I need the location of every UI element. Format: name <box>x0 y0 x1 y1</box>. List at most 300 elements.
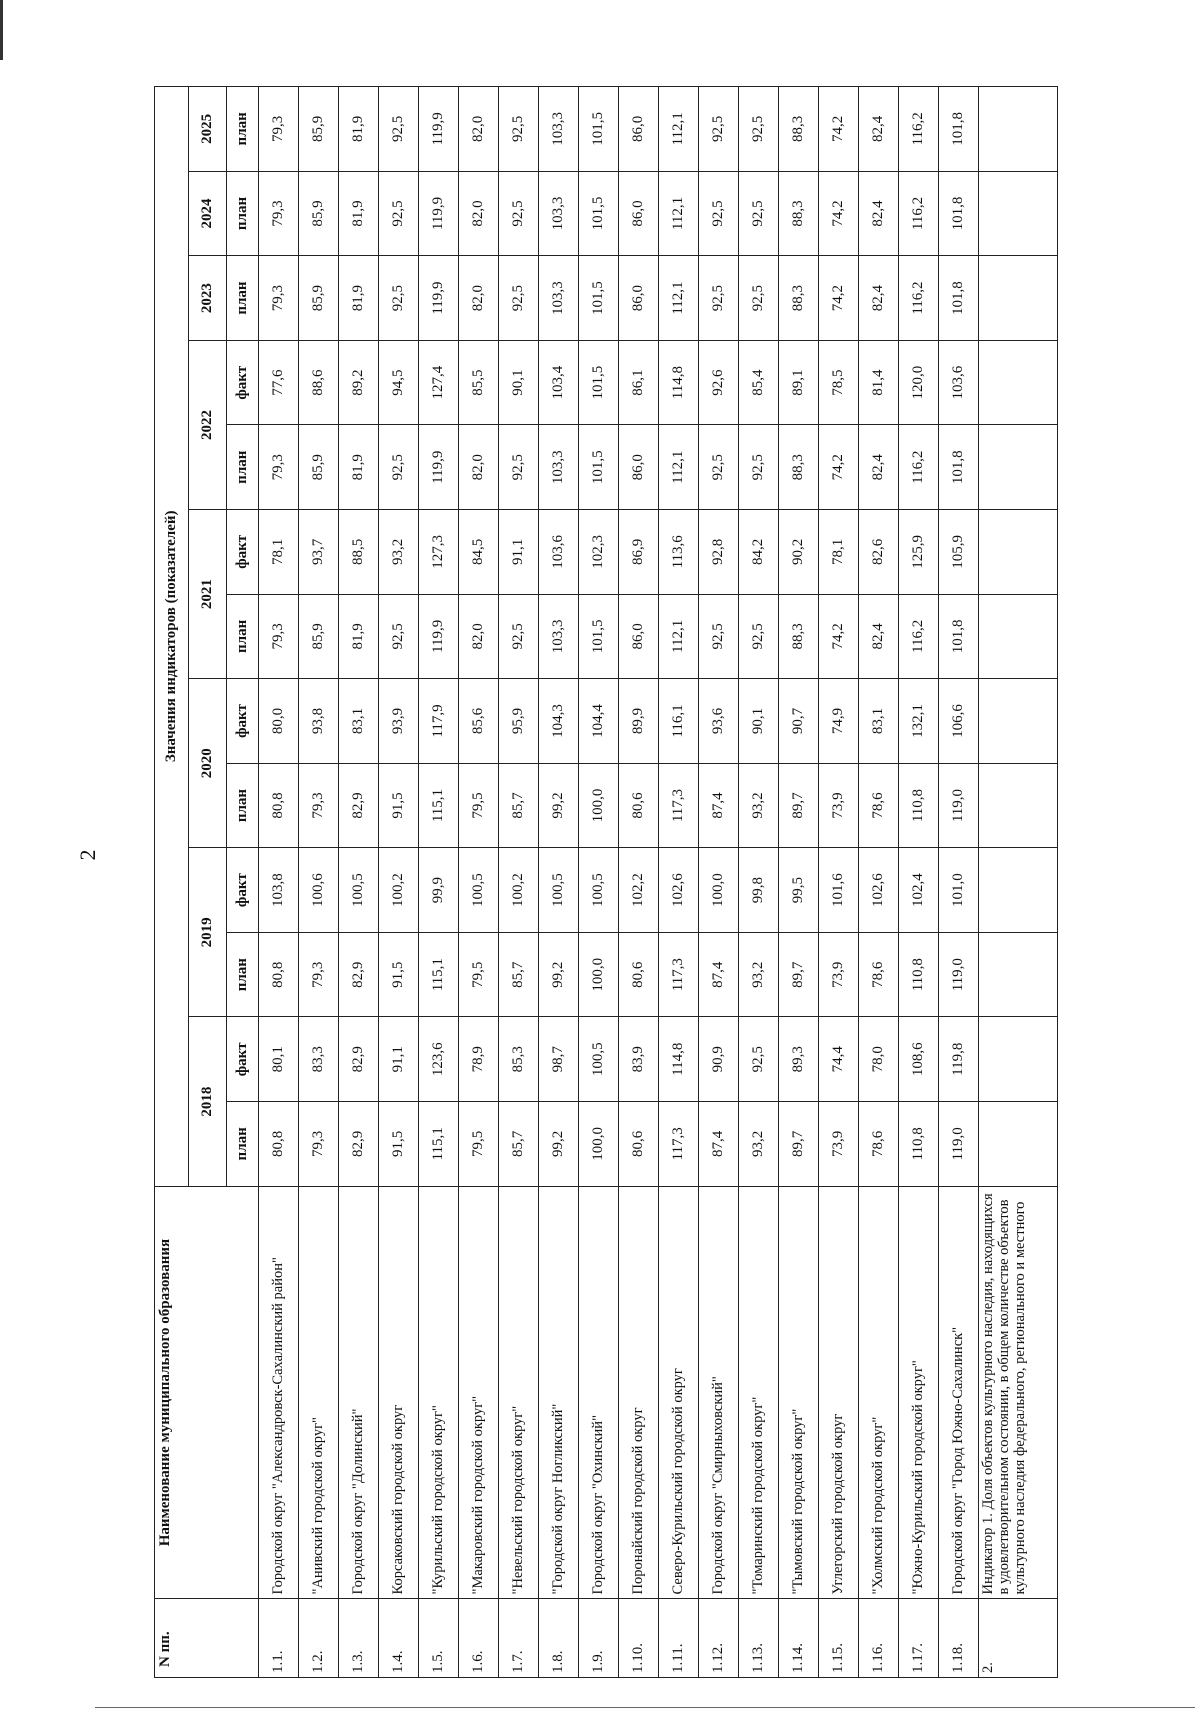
table-row <box>299 87 339 1678</box>
value-cell: 81,9 <box>339 87 379 172</box>
value-cell: 99,2 <box>539 763 579 848</box>
value-cell: 103,3 <box>539 594 579 679</box>
empty-cell <box>979 1017 1058 1102</box>
value-cell: 101,5 <box>579 594 619 679</box>
value-cell: 80,8 <box>259 763 299 848</box>
value-cell: 119,9 <box>419 171 459 256</box>
subheader-plan: план <box>227 1102 259 1187</box>
value-cell: 78,5 <box>819 340 859 425</box>
value-cell: 92,5 <box>739 1017 779 1102</box>
value-cell: 100,0 <box>579 932 619 1017</box>
row-number: 1.9. <box>579 1599 619 1678</box>
value-cell: 119,0 <box>939 932 979 1017</box>
value-cell: 86,0 <box>619 256 659 341</box>
value-cell: 116,2 <box>899 425 939 510</box>
value-cell: 73,9 <box>819 1102 859 1187</box>
subheader-fact: факт <box>227 848 259 933</box>
row-number: 1.1. <box>259 1599 299 1678</box>
value-cell: 79,3 <box>299 763 339 848</box>
row-number: 1.15. <box>819 1599 859 1678</box>
row-number: 1.11. <box>659 1599 699 1678</box>
value-cell: 103,3 <box>539 171 579 256</box>
table-row <box>859 87 899 1678</box>
value-cell: 112,1 <box>659 425 699 510</box>
value-cell: 84,2 <box>739 510 779 595</box>
value-cell: 74,2 <box>819 256 859 341</box>
value-cell: 91,5 <box>379 763 419 848</box>
value-cell: 82,0 <box>459 87 499 172</box>
value-cell: 78,6 <box>859 763 899 848</box>
value-cell: 112,1 <box>659 256 699 341</box>
value-cell: 100,5 <box>579 1017 619 1102</box>
value-cell: 99,9 <box>419 848 459 933</box>
value-cell: 82,6 <box>859 510 899 595</box>
value-cell: 89,7 <box>779 932 819 1017</box>
value-cell: 91,1 <box>499 510 539 595</box>
subheader-plan: план <box>227 87 259 172</box>
value-cell: 101,6 <box>819 848 859 933</box>
value-cell: 119,0 <box>939 763 979 848</box>
row-number: 1.6. <box>459 1599 499 1678</box>
value-cell: 88,3 <box>779 594 819 679</box>
municipality-name: Городской округ "Охинский" <box>579 1186 619 1599</box>
value-cell: 85,7 <box>499 1102 539 1187</box>
value-cell: 90,9 <box>699 1017 739 1102</box>
value-cell: 79,3 <box>259 256 299 341</box>
row-number: 1.5. <box>419 1599 459 1678</box>
municipality-name: "Невельский городской округ" <box>499 1186 539 1599</box>
municipality-name: Поронайский городской округ <box>619 1186 659 1599</box>
value-cell: 74,2 <box>819 594 859 679</box>
value-cell: 102,2 <box>619 848 659 933</box>
value-cell: 81,4 <box>859 340 899 425</box>
empty-cell <box>979 932 1058 1017</box>
value-cell: 79,5 <box>459 1102 499 1187</box>
value-cell: 112,1 <box>659 87 699 172</box>
municipality-name: "Южно-Курильский городской округ" <box>899 1186 939 1599</box>
value-cell: 101,5 <box>579 425 619 510</box>
value-cell: 84,5 <box>459 510 499 595</box>
value-cell: 103,6 <box>939 340 979 425</box>
value-cell: 92,5 <box>739 87 779 172</box>
value-cell: 92,5 <box>379 594 419 679</box>
value-cell: 90,2 <box>779 510 819 595</box>
value-cell: 110,8 <box>899 763 939 848</box>
value-cell: 77,6 <box>259 340 299 425</box>
value-cell: 86,0 <box>619 87 659 172</box>
value-cell: 85,4 <box>739 340 779 425</box>
value-cell: 82,4 <box>859 594 899 679</box>
row-number: 1.17. <box>899 1599 939 1678</box>
value-cell: 92,5 <box>739 425 779 510</box>
value-cell: 100,0 <box>579 763 619 848</box>
municipality-name: "Томаринский городской округ" <box>739 1186 779 1599</box>
value-cell: 102,6 <box>659 848 699 933</box>
value-cell: 82,9 <box>339 1102 379 1187</box>
value-cell: 103,6 <box>539 510 579 595</box>
value-cell: 82,9 <box>339 763 379 848</box>
value-cell: 78,0 <box>859 1017 899 1102</box>
value-cell: 79,5 <box>459 932 499 1017</box>
value-cell: 116,1 <box>659 679 699 764</box>
value-cell: 92,5 <box>379 256 419 341</box>
value-cell: 83,9 <box>619 1017 659 1102</box>
value-cell: 88,3 <box>779 87 819 172</box>
row-number: 1.13. <box>739 1599 779 1678</box>
table-row <box>659 87 699 1678</box>
bottom-rule <box>95 1707 1195 1708</box>
value-cell: 93,7 <box>299 510 339 595</box>
value-cell: 82,0 <box>459 171 499 256</box>
table-row <box>899 87 939 1678</box>
value-cell: 93,2 <box>379 510 419 595</box>
value-cell: 116,2 <box>899 256 939 341</box>
value-cell: 101,8 <box>939 594 979 679</box>
year-header-2022: 2022 <box>189 340 227 509</box>
value-cell: 119,9 <box>419 256 459 341</box>
value-cell: 100,2 <box>379 848 419 933</box>
value-cell: 74,2 <box>819 425 859 510</box>
rotated-table-container <box>154 86 1058 1678</box>
value-cell: 103,3 <box>539 425 579 510</box>
municipality-name: Городской округ "Александровск-Сахалинский район" <box>259 1186 299 1599</box>
value-cell: 87,4 <box>699 932 739 1017</box>
value-cell: 85,9 <box>299 256 339 341</box>
value-cell: 92,5 <box>499 425 539 510</box>
value-cell: 117,3 <box>659 763 699 848</box>
value-cell: 106,6 <box>939 679 979 764</box>
value-cell: 79,3 <box>259 171 299 256</box>
municipality-name: "Тымовский городской округ" <box>779 1186 819 1599</box>
value-cell: 127,3 <box>419 510 459 595</box>
value-cell: 112,1 <box>659 171 699 256</box>
value-cell: 116,2 <box>899 171 939 256</box>
year-header-2023: 2023 <box>189 256 227 341</box>
value-cell: 105,9 <box>939 510 979 595</box>
value-cell: 80,0 <box>259 679 299 764</box>
value-cell: 88,5 <box>339 510 379 595</box>
row-number: 1.2. <box>299 1599 339 1678</box>
value-cell: 92,5 <box>379 425 419 510</box>
value-cell: 82,9 <box>339 932 379 1017</box>
value-cell: 85,9 <box>299 594 339 679</box>
municipality-name: "Городской округ Ногликский" <box>539 1186 579 1599</box>
table-row <box>539 87 579 1678</box>
value-cell: 83,3 <box>299 1017 339 1102</box>
subheader-fact: факт <box>227 1017 259 1102</box>
value-cell: 89,7 <box>779 1102 819 1187</box>
value-cell: 101,8 <box>939 87 979 172</box>
value-cell: 92,5 <box>699 425 739 510</box>
value-cell: 102,6 <box>859 848 899 933</box>
table-row <box>699 87 739 1678</box>
row-number: 1.18. <box>939 1599 979 1678</box>
value-cell: 82,9 <box>339 1017 379 1102</box>
value-cell: 86,1 <box>619 340 659 425</box>
col-name-header: Наименование муниципального образования <box>155 1186 259 1599</box>
value-cell: 86,0 <box>619 171 659 256</box>
value-cell: 82,0 <box>459 594 499 679</box>
value-cell: 102,4 <box>899 848 939 933</box>
table-row <box>939 87 979 1678</box>
row-number: 1.10. <box>619 1599 659 1678</box>
value-cell: 93,6 <box>699 679 739 764</box>
year-header-2019: 2019 <box>189 848 227 1017</box>
value-cell: 117,3 <box>659 932 699 1017</box>
value-cell: 115,1 <box>419 1102 459 1187</box>
subheader-plan: план <box>227 425 259 510</box>
value-cell: 87,4 <box>699 763 739 848</box>
row-number: 1.12. <box>699 1599 739 1678</box>
value-cell: 92,5 <box>739 256 779 341</box>
value-cell: 92,5 <box>499 171 539 256</box>
row-number: 1.14. <box>779 1599 819 1678</box>
value-cell: 79,3 <box>259 594 299 679</box>
value-cell: 86,0 <box>619 594 659 679</box>
value-cell: 92,5 <box>699 594 739 679</box>
municipality-name: Углегорский городской округ <box>819 1186 859 1599</box>
value-cell: 83,1 <box>859 679 899 764</box>
scan-edge-mark <box>0 0 3 60</box>
value-cell: 123,6 <box>419 1017 459 1102</box>
municipality-name: "Курильский городской округ" <box>419 1186 459 1599</box>
indicator-values-header: Значения индикаторов (показателей) <box>155 87 189 1187</box>
value-cell: 80,6 <box>619 932 659 1017</box>
value-cell: 80,1 <box>259 1017 299 1102</box>
value-cell: 85,6 <box>459 679 499 764</box>
value-cell: 93,2 <box>739 763 779 848</box>
value-cell: 101,8 <box>939 171 979 256</box>
year-header-2018: 2018 <box>189 1017 227 1186</box>
value-cell: 83,1 <box>339 679 379 764</box>
table-row <box>379 87 419 1678</box>
value-cell: 115,1 <box>419 763 459 848</box>
value-cell: 85,7 <box>499 763 539 848</box>
value-cell: 92,5 <box>699 171 739 256</box>
value-cell: 82,0 <box>459 425 499 510</box>
value-cell: 115,1 <box>419 932 459 1017</box>
empty-cell <box>979 763 1058 848</box>
value-cell: 80,8 <box>259 1102 299 1187</box>
value-cell: 112,1 <box>659 594 699 679</box>
value-cell: 88,3 <box>779 425 819 510</box>
value-cell: 99,5 <box>779 848 819 933</box>
value-cell: 119,0 <box>939 1102 979 1187</box>
value-cell: 92,8 <box>699 510 739 595</box>
row-number: 2. <box>979 1599 1058 1678</box>
table-body <box>259 87 1058 1678</box>
value-cell: 91,1 <box>379 1017 419 1102</box>
table-row <box>339 87 379 1678</box>
value-cell: 85,9 <box>299 171 339 256</box>
value-cell: 100,0 <box>579 1102 619 1187</box>
subheader-plan: план <box>227 763 259 848</box>
value-cell: 90,1 <box>499 340 539 425</box>
empty-cell <box>979 510 1058 595</box>
year-header-2020: 2020 <box>189 679 227 848</box>
subheader-plan: план <box>227 171 259 256</box>
value-cell: 100,5 <box>459 848 499 933</box>
value-cell: 92,5 <box>379 87 419 172</box>
value-cell: 119,8 <box>939 1017 979 1102</box>
value-cell: 82,4 <box>859 256 899 341</box>
subheader-fact: факт <box>227 340 259 425</box>
value-cell: 108,6 <box>899 1017 939 1102</box>
value-cell: 95,9 <box>499 679 539 764</box>
value-cell: 90,7 <box>779 679 819 764</box>
value-cell: 113,6 <box>659 510 699 595</box>
value-cell: 79,5 <box>459 763 499 848</box>
value-cell: 99,2 <box>539 932 579 1017</box>
municipality-name: Городской округ "Долинский" <box>339 1186 379 1599</box>
value-cell: 92,5 <box>499 256 539 341</box>
municipality-name: Городской округ "Город Южно-Сахалинск" <box>939 1186 979 1599</box>
value-cell: 117,3 <box>659 1102 699 1187</box>
value-cell: 103,3 <box>539 256 579 341</box>
table-row <box>619 87 659 1678</box>
table-row <box>739 87 779 1678</box>
value-cell: 100,2 <box>499 848 539 933</box>
value-cell: 101,8 <box>939 256 979 341</box>
value-cell: 79,3 <box>259 87 299 172</box>
value-cell: 81,9 <box>339 594 379 679</box>
value-cell: 90,1 <box>739 679 779 764</box>
value-cell: 120,0 <box>899 340 939 425</box>
table-row <box>259 87 299 1678</box>
subheader-fact: факт <box>227 510 259 595</box>
value-cell: 110,8 <box>899 1102 939 1187</box>
empty-cell <box>979 594 1058 679</box>
value-cell: 92,5 <box>499 87 539 172</box>
municipality-name: "Анивский городской округ" <box>299 1186 339 1599</box>
row-number: 1.4. <box>379 1599 419 1678</box>
value-cell: 99,8 <box>739 848 779 933</box>
subheader-plan: план <box>227 256 259 341</box>
value-cell: 100,5 <box>579 848 619 933</box>
value-cell: 88,3 <box>779 256 819 341</box>
value-cell: 100,5 <box>539 848 579 933</box>
value-cell: 80,6 <box>619 1102 659 1187</box>
value-cell: 81,9 <box>339 256 379 341</box>
value-cell: 127,4 <box>419 340 459 425</box>
value-cell: 110,8 <box>899 932 939 1017</box>
row-number: 1.16. <box>859 1599 899 1678</box>
value-cell: 101,5 <box>579 87 619 172</box>
value-cell: 101,0 <box>939 848 979 933</box>
value-cell: 87,4 <box>699 1102 739 1187</box>
value-cell: 114,8 <box>659 1017 699 1102</box>
value-cell: 92,5 <box>739 594 779 679</box>
value-cell: 100,0 <box>699 848 739 933</box>
value-cell: 74,9 <box>819 679 859 764</box>
value-cell: 78,6 <box>859 932 899 1017</box>
value-cell: 81,9 <box>339 171 379 256</box>
value-cell: 73,9 <box>819 763 859 848</box>
value-cell: 78,1 <box>259 510 299 595</box>
municipality-name: Корсаковский городской округ <box>379 1186 419 1599</box>
value-cell: 92,5 <box>739 171 779 256</box>
row-number: 1.8. <box>539 1599 579 1678</box>
value-cell: 78,6 <box>859 1102 899 1187</box>
col-no-header: N пп. <box>155 1599 259 1678</box>
value-cell: 79,3 <box>259 425 299 510</box>
value-cell: 92,5 <box>379 171 419 256</box>
table-row <box>499 87 539 1678</box>
value-cell: 119,9 <box>419 87 459 172</box>
value-cell: 82,4 <box>859 425 899 510</box>
value-cell: 74,2 <box>819 87 859 172</box>
value-cell: 82,4 <box>859 87 899 172</box>
value-cell: 86,9 <box>619 510 659 595</box>
value-cell: 74,2 <box>819 171 859 256</box>
value-cell: 80,6 <box>619 763 659 848</box>
value-cell: 93,9 <box>379 679 419 764</box>
subheader-fact: факт <box>227 679 259 764</box>
value-cell: 100,6 <box>299 848 339 933</box>
subheader-plan: план <box>227 594 259 679</box>
empty-cell <box>979 679 1058 764</box>
value-cell: 82,0 <box>459 256 499 341</box>
table-row <box>819 87 859 1678</box>
value-cell: 88,3 <box>779 171 819 256</box>
empty-cell <box>979 425 1058 510</box>
value-cell: 92,5 <box>699 87 739 172</box>
value-cell: 99,2 <box>539 1102 579 1187</box>
value-cell: 119,9 <box>419 594 459 679</box>
value-cell: 93,8 <box>299 679 339 764</box>
table-row <box>459 87 499 1678</box>
value-cell: 92,6 <box>699 340 739 425</box>
municipality-name: Городской округ "Смирныховский" <box>699 1186 739 1599</box>
value-cell: 79,3 <box>299 932 339 1017</box>
value-cell: 80,8 <box>259 932 299 1017</box>
year-header-2025: 2025 <box>189 87 227 172</box>
value-cell: 103,4 <box>539 340 579 425</box>
value-cell: 98,7 <box>539 1017 579 1102</box>
subheader-plan: план <box>227 932 259 1017</box>
value-cell: 116,2 <box>899 594 939 679</box>
page-number: 2 <box>75 849 100 861</box>
value-cell: 94,5 <box>379 340 419 425</box>
table-row <box>779 87 819 1678</box>
value-cell: 101,5 <box>579 340 619 425</box>
value-cell: 89,2 <box>339 340 379 425</box>
row-number: 1.3. <box>339 1599 379 1678</box>
value-cell: 104,4 <box>579 679 619 764</box>
value-cell: 82,4 <box>859 171 899 256</box>
value-cell: 116,2 <box>899 87 939 172</box>
value-cell: 78,9 <box>459 1017 499 1102</box>
value-cell: 91,5 <box>379 932 419 1017</box>
value-cell: 91,5 <box>379 1102 419 1187</box>
empty-cell <box>979 256 1058 341</box>
empty-cell <box>979 340 1058 425</box>
value-cell: 114,8 <box>659 340 699 425</box>
value-cell: 103,3 <box>539 87 579 172</box>
value-cell: 117,9 <box>419 679 459 764</box>
year-header-2024: 2024 <box>189 171 227 256</box>
table-row-indicator <box>979 87 1058 1678</box>
value-cell: 78,1 <box>819 510 859 595</box>
indicator-table <box>154 86 1058 1678</box>
value-cell: 101,8 <box>939 425 979 510</box>
value-cell: 101,5 <box>579 171 619 256</box>
municipality-name: "Макаровский городской округ" <box>459 1186 499 1599</box>
value-cell: 89,3 <box>779 1017 819 1102</box>
value-cell: 73,9 <box>819 932 859 1017</box>
empty-cell <box>979 171 1058 256</box>
municipality-name: "Холмский городской округ" <box>859 1186 899 1599</box>
